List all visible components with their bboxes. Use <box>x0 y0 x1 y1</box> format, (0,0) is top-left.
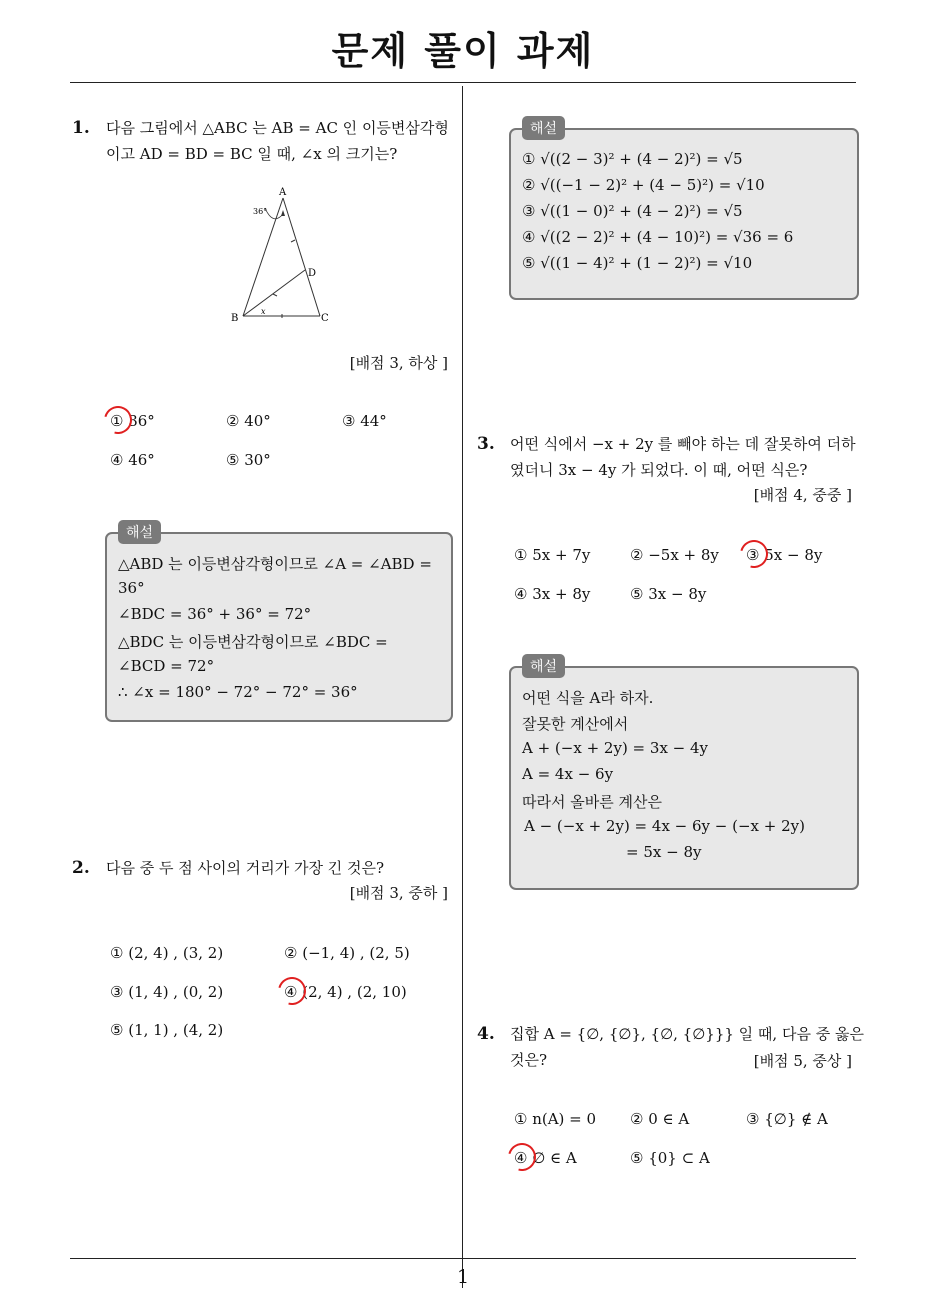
q1-solution-line: 36° <box>118 579 145 597</box>
answer-mark-q3 <box>735 535 773 573</box>
q4-choice-5[interactable]: ⑤ {0} ⊂ A <box>630 1149 710 1167</box>
q2-choice-4[interactable]: ④ (2, 4) , (2, 10) <box>284 983 407 1001</box>
q1-solution-label: 해설 <box>118 520 161 544</box>
question-3-line-2: 였더니 3x − 4y 가 되었다. 이 때, 어떤 식은? <box>510 461 808 479</box>
q1-choice-4[interactable]: ④ 46° <box>110 451 155 469</box>
question-1-score: [배점 3, 하상 ] <box>349 354 448 372</box>
q4-choice-3[interactable]: ③ {∅} ∉ A <box>746 1110 828 1128</box>
q3-choice-3[interactable]: ③ 5x − 8y <box>746 546 823 564</box>
question-2-text: 다음 중 두 점 사이의 거리가 가장 긴 것은? <box>106 859 385 877</box>
page-number: 1 <box>456 1266 470 1288</box>
question-1-number: 1. <box>72 118 90 138</box>
q2-solution-line: ① √((2 − 3)² + (4 − 2)²) = √5 <box>522 150 743 168</box>
q2-solution-line: ④ √((2 − 2)² + (4 − 10)²) = √36 = 6 <box>522 228 794 246</box>
q2-choice-2[interactable]: ② (−1, 4) , (2, 5) <box>284 944 410 962</box>
q1-solution-line: ∴ ∠x = 180° − 72° − 72° = 36° <box>118 683 358 701</box>
answer-mark-q1 <box>99 401 137 439</box>
answer-mark-q4 <box>503 1138 541 1176</box>
q2-choice-5[interactable]: ⑤ (1, 1) , (4, 2) <box>110 1021 224 1039</box>
question-2-score: [배점 3, 중하 ] <box>349 884 448 902</box>
vertex-c-label: C <box>321 313 329 324</box>
question-4-score: [배점 5, 중상 ] <box>753 1052 852 1070</box>
question-3-line-1: 어떤 식에서 −x + 2y 를 빼야 하는 데 잘못하여 더하 <box>510 435 856 453</box>
q2-solution-line: ③ √((1 − 0)² + (4 − 2)²) = √5 <box>522 202 743 220</box>
q1-solution-line: ∠BCD = 72° <box>118 657 215 675</box>
triangle-figure <box>225 184 345 326</box>
q2-solution-line: ② √((−1 − 2)² + (4 − 5)²) = √10 <box>522 176 765 194</box>
q1-choice-2[interactable]: ② 40° <box>226 412 271 430</box>
question-4-line-2: 것은? <box>510 1051 548 1069</box>
q1-solution-line: △ABD 는 이등변삼각형이므로 ∠A = ∠ABD = <box>118 555 432 573</box>
question-4-line-1: 집합 A = {∅, {∅}, {∅, {∅}}} 일 때, 다음 중 옳은 <box>510 1025 864 1043</box>
q3-solution-line: 어떤 식을 A라 하자. <box>522 689 654 707</box>
q2-choice-3[interactable]: ③ (1, 4) , (0, 2) <box>110 983 224 1001</box>
angle-36-label: 36° <box>253 207 268 216</box>
vertex-a-label: A <box>279 187 287 198</box>
q3-solution-label: 해설 <box>522 654 565 678</box>
vertex-b-label: B <box>231 313 239 324</box>
q3-solution-line: A = 4x − 6y <box>522 765 614 783</box>
answer-mark-q2 <box>273 972 311 1010</box>
question-2-number: 2. <box>72 858 90 878</box>
q3-solution-line: 따라서 올바른 계산은 <box>522 793 662 811</box>
question-4-number: 4. <box>477 1024 495 1044</box>
q2-choice-1[interactable]: ① (2, 4) , (3, 2) <box>110 944 224 962</box>
q1-choice-3[interactable]: ③ 44° <box>342 412 387 430</box>
top-rule <box>70 82 856 83</box>
bottom-rule <box>70 1258 856 1259</box>
q1-solution-line: ∠BDC = 36° + 36° = 72° <box>118 605 312 623</box>
q3-solution-line: 잘못한 계산에서 <box>522 715 629 733</box>
question-1-line-1: 다음 그림에서 △ABC 는 AB = AC 인 이등변삼각형 <box>106 119 449 137</box>
q2-solution-line: ⑤ √((1 − 4)² + (1 − 2)²) = √10 <box>522 254 753 272</box>
question-1-line-2: 이고 AD = BD = BC 일 때, ∠x 의 크기는? <box>106 145 398 163</box>
q3-choice-1[interactable]: ① 5x + 7y <box>514 546 591 564</box>
question-3-number: 3. <box>477 434 495 454</box>
q1-choice-1[interactable]: ① 36° <box>110 412 155 430</box>
angle-x-label: x <box>261 307 266 316</box>
q1-solution-line: △BDC 는 이등변삼각형이므로 ∠BDC = <box>118 633 388 651</box>
vertex-d-label: D <box>308 268 317 279</box>
q2-solution-label: 해설 <box>522 116 565 140</box>
q3-choice-2[interactable]: ② −5x + 8y <box>630 546 719 564</box>
question-3-score: [배점 4, 중중 ] <box>753 486 852 504</box>
q3-choice-4[interactable]: ④ 3x + 8y <box>514 585 591 603</box>
q3-choice-5[interactable]: ⑤ 3x − 8y <box>630 585 707 603</box>
q3-solution-line: = 5x − 8y <box>626 843 702 861</box>
q3-solution-line: A − (−x + 2y) = 4x − 6y − (−x + 2y) <box>524 817 805 835</box>
column-divider <box>462 86 463 1288</box>
q4-choice-1[interactable]: ① n(A) = 0 <box>514 1110 597 1128</box>
q3-solution-line: A + (−x + 2y) = 3x − 4y <box>522 739 709 757</box>
page-title: 문제 풀이 과제 <box>331 29 595 73</box>
q4-choice-4[interactable]: ④ ∅ ∈ A <box>514 1149 577 1167</box>
q4-choice-2[interactable]: ② 0 ∈ A <box>630 1110 690 1128</box>
q1-choice-5[interactable]: ⑤ 30° <box>226 451 271 469</box>
